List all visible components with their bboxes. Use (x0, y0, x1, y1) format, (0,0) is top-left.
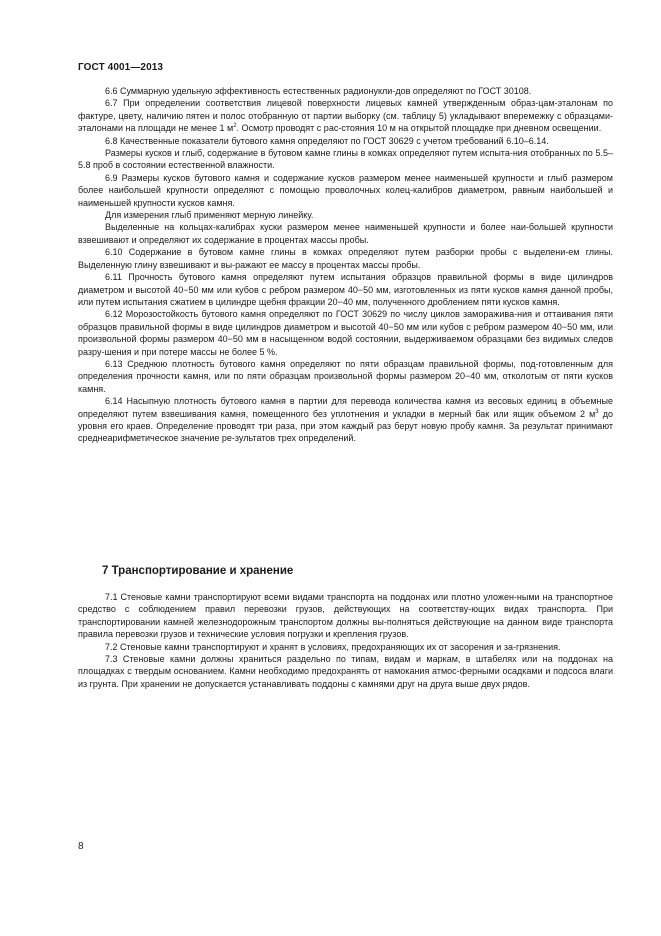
paragraph-6-7: 6.7 При определении соответствия лицевой поверхности лицевых камней утвержденным образ-цам-эталонам по фактуре, цвету, наличию пятен и полос отобранную от партии выборку (см. таблицу 5) укладывают вперемежку с образцами-эталонами на площади не менее 1 $м^2$. Осмотр проводят с рас-стояния 10 м на открытой площадке при дневном освещении. (78, 98, 613, 134)
section-7-body (78, 591, 613, 690)
paragraph-6-8-b: Размеры кусков и глыб, содержание в бутовом камне глины в комках определяют путем испыта-ния отобранных по 5.5–5.8 проб в состоянии естественной влажности. (78, 148, 613, 171)
paragraph-6-9: 6.9 Размеры кусков бутового камня и содержание кусков размером менее наименьшей крупности и глыб размером более наибольшей крупности определяют с помощью проволочных колец-калибров диаметром, равным наибольшей и наименьшей крупности кусков камня. (78, 172, 613, 208)
paragraph-7-1: 7.1 Стеновые камни транспортируют всеми видами транспорта на поддонах или плотно уложен-ными на транспортное средство с соблюдением правил перевозки грузов, действующих на соответству-ющих видах транспорта. При транспортировании камней железнодорожным транспортом должны вы-полняться действующие на данном виде транспорта правила перевозки грузов и технические условия погрузки и крепления грузов. (78, 592, 613, 640)
section-6-body (78, 85, 613, 445)
page-number: 8 (78, 841, 84, 852)
paragraph-6-14: 6.14 Насыпную плотность бутового камня в партии для перевода количества камня из весовых единиц в объемные определяют путем взвешивания камня, помещенного без уплотнения и укладки в мерный бак или ящик объемом 2 $м^3$ до уровня его краев. Определение проводят три раза, при этом каждый раз берут новую пробу камня. За результат принимают среднеарифметическое значение ре-зультатов трех определений. (78, 396, 613, 444)
superscript: 3 (595, 408, 599, 415)
paragraph-6-6: 6.6 Суммарную удельную эффективность естественных радионукли-дов определяют по ГОСТ 30108. (105, 86, 532, 96)
paragraph-6-13: 6.13 Среднюю плотность бутового камня определяют по пяти образцам правильной формы, под-готовленным для определения прочности камня, или по пяти образцам произвольной формы размером 20−40 мм, отколотым от пяти кусков камня. (78, 358, 613, 394)
paragraph-7-3: 7.3 Стеновые камни должны храниться раздельно по типам, видам и маркам, в штабелях или на поддонах на площадках с твердым основанием. Камни необходимо предохранять от намокания атмос-ферными осадками и подсоса влаги из грунта. При хранении не допускается устанавливать поддоны с камнями друг на друга выше двух рядов. (78, 654, 613, 689)
paragraph-7-2: 7.2 Стеновые камни транспортируют и хранят в условиях, предохраняющих их от засорения и за-грязнения. (105, 641, 561, 652)
paragraph-6-11: 6.11 Прочность бутового камня определяют путем испытания образцов правильной формы в виде цилиндров диаметром и высотой 40−50 мм или кубов с ребром размером 40−50 мм, изготовленных из пяти кусков камня данной пробы, или путем испытания сжатием в цилиндре щебня фракции 20−40 мм, полученного дроблением пяти кусков камня. (78, 272, 613, 307)
paragraph-6-9-c: Выделенные на кольцах-калибрах куски размером менее наименьшей крупности и более наи-большей крупности взвешивают и определяют их содержание в процентах массы пробы. (78, 222, 613, 245)
paragraph-6-12: 6.12 Морозостойкость бутового камня определяют по ГОСТ 30629 по числу циклов заморажива-ния и оттаивания пяти образцов правильной формы в виде цилиндров диаметром и высотой 40−50 мм или кубов с ребром размером 40−50 мм, или произвольной формы размером 40−50 мм в насыщенном водой состоянии, выдерживаемом образцами без видимых следов разру-шения и при потере массы не более 5 %. (78, 309, 613, 357)
superscript: 2 (233, 123, 237, 130)
paragraph-6-10: 6.10 Содержание в бутовом камне глины в комках определяют путем разборки пробы с выделени-ем глины. Выделенную глину взвешивают и вы-ражают ее массу в процентах массы пробы. (78, 247, 613, 270)
paragraph-6-8: 6.8 Качественные показатели бутового камня определяют по ГОСТ 30629 с учетом требований 6.10–6.14. (105, 135, 549, 146)
document-header: ГОСТ 4001—2013 (78, 62, 164, 73)
section-7-title: 7 Транспортирование и хранение (102, 565, 294, 577)
paragraph-6-9-b: Для измерения глыб применяют мерную линейку. (105, 210, 314, 221)
